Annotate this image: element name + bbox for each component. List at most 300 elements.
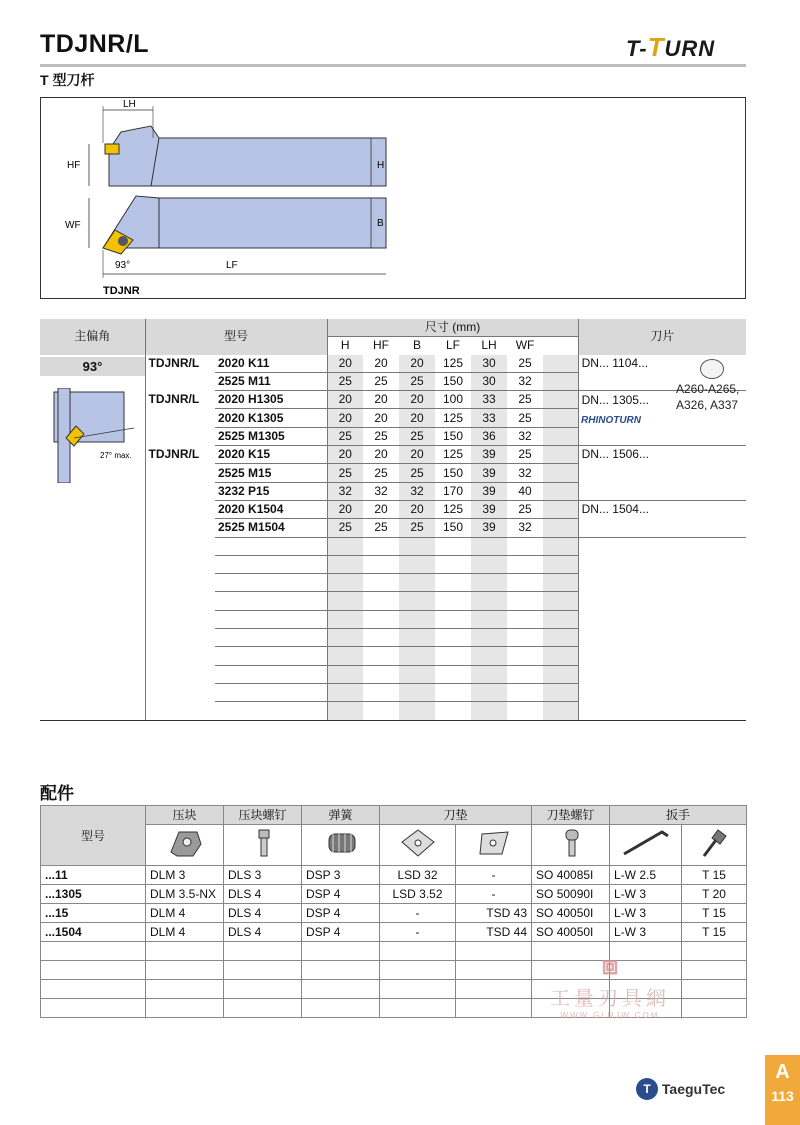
acc-cell — [146, 999, 224, 1018]
code-cell: 2020 K15 — [215, 446, 327, 464]
insert-ref-line1: A260-A265, — [676, 382, 740, 396]
label-lh: LH — [123, 99, 136, 110]
dim-cell: 30 — [471, 372, 507, 390]
code-cell — [215, 683, 327, 701]
dim-cell: 20 — [399, 409, 435, 427]
series-cell: TDJNR/L — [148, 447, 200, 462]
dim-cell — [435, 610, 471, 628]
dim-cell: 32 — [327, 482, 363, 500]
dim-cell: 20 — [363, 391, 399, 409]
dim-cell: 25 — [363, 372, 399, 390]
dim-cell: 20 — [399, 500, 435, 518]
acc-cell — [146, 942, 224, 961]
table-row — [40, 683, 746, 701]
dim-cell — [435, 555, 471, 573]
table-row — [40, 555, 746, 573]
dim-cell: 33 — [471, 409, 507, 427]
dim-cell: 33 — [471, 391, 507, 409]
insert-cell — [578, 464, 746, 482]
dim-cell — [471, 683, 507, 701]
dim-cell — [471, 610, 507, 628]
acc-cell: TSD 44 — [456, 923, 532, 942]
dim-cell: 20 — [399, 391, 435, 409]
dim-cell — [363, 592, 399, 610]
dim-cell: 125 — [435, 500, 471, 518]
dim-cell: 39 — [471, 482, 507, 500]
angle-cell — [40, 519, 145, 537]
taegutec-logo-text: TaeguTec — [661, 1081, 726, 1097]
dim-cell — [507, 555, 543, 573]
dim-cell — [435, 665, 471, 683]
dim-cell: 40 — [507, 482, 543, 500]
spacer-cell — [543, 391, 578, 409]
code-cell — [215, 555, 327, 573]
insert-cell — [578, 537, 746, 555]
acc-cell: DSP 4 — [302, 885, 380, 904]
main-angle-value: 93° — [40, 357, 145, 376]
dim-cell — [327, 665, 363, 683]
label-lf: LF — [226, 260, 238, 271]
dim-cell — [435, 629, 471, 647]
series-cell — [145, 610, 215, 628]
dim-cell — [471, 702, 507, 720]
label-angle: 93° — [115, 260, 131, 271]
dim-cell: 39 — [471, 519, 507, 537]
dim-cell — [507, 702, 543, 720]
dim-cell: 32 — [507, 464, 543, 482]
acc-cell — [456, 961, 532, 980]
dim-cell — [327, 537, 363, 555]
acc-model-cell — [41, 961, 146, 980]
series-cell — [145, 427, 215, 445]
table-row — [40, 629, 746, 647]
acc-cell: DLM 4 — [146, 923, 224, 942]
acc-cell — [380, 980, 456, 999]
insert-ref — [676, 381, 739, 413]
table-row — [40, 500, 746, 518]
dim-cell — [435, 592, 471, 610]
header-insert: 刀片 — [578, 319, 746, 355]
dim-cell: 25 — [507, 409, 543, 427]
series-cell — [145, 519, 215, 537]
angle-cell — [40, 500, 145, 518]
acc-header-model: 型号 — [41, 806, 146, 866]
spacer-cell — [543, 427, 578, 445]
acc-cell: DSP 4 — [302, 904, 380, 923]
angle-cell — [40, 592, 145, 610]
holder-side-body — [151, 198, 386, 248]
code-cell: 2525 M1305 — [215, 427, 327, 445]
header-col-wf: WF — [515, 338, 535, 353]
dim-cell: 150 — [435, 519, 471, 537]
header-model: 型号 — [145, 319, 327, 355]
insert-cell — [578, 427, 746, 445]
hex-wrench-icon — [618, 826, 674, 860]
rhinoturn-logo: RHINOTURN — [581, 415, 641, 426]
brand-rest: URN — [664, 36, 716, 61]
insert-cell: DN... 1305... — [581, 392, 649, 407]
series-cell — [145, 537, 215, 555]
dim-cell: 39 — [471, 446, 507, 464]
insert-cell: DN... 1504... — [581, 502, 649, 517]
dim-cell — [363, 555, 399, 573]
insert-cell — [578, 702, 746, 720]
insert-cell — [578, 482, 746, 500]
dim-cell — [399, 665, 435, 683]
acc-cell — [224, 999, 302, 1018]
acc-cell — [146, 980, 224, 999]
acc-cell: DLM 3 — [146, 866, 224, 885]
insert-cell — [578, 610, 746, 628]
table-row — [40, 519, 746, 537]
dim-cell: 20 — [327, 355, 363, 373]
series-cell — [145, 555, 215, 573]
acc-cell: SO 50090I — [532, 885, 610, 904]
insert-cell — [578, 555, 746, 573]
dim-cell: 20 — [327, 446, 363, 464]
dim-cell — [399, 592, 435, 610]
acc-cell — [224, 942, 302, 961]
header-main-angle: 主偏角 — [40, 319, 145, 355]
table-row — [41, 923, 747, 942]
dim-cell — [327, 629, 363, 647]
dim-cell: 20 — [363, 500, 399, 518]
spacer-cell — [543, 537, 578, 555]
dim-cell — [471, 665, 507, 683]
acc-cell: DLS 4 — [224, 885, 302, 904]
acc-cell: L-W 3 — [610, 923, 682, 942]
clamp-image — [146, 825, 224, 866]
dim-cell — [507, 610, 543, 628]
dim-cell — [507, 683, 543, 701]
series-cell — [145, 409, 215, 427]
page-subtitle: T 型刀杆 — [40, 72, 95, 88]
acc-model-cell: ...15 — [41, 904, 146, 923]
magnifier-icon — [700, 359, 724, 379]
dim-cell — [471, 629, 507, 647]
series-cell — [145, 500, 215, 518]
series-cell — [145, 665, 215, 683]
insert-cell — [578, 665, 746, 683]
acc-cell: DLS 4 — [224, 923, 302, 942]
dim-cell — [471, 537, 507, 555]
dim-cell: 125 — [435, 409, 471, 427]
angle-cell — [40, 537, 145, 555]
acc-model-cell — [41, 999, 146, 1018]
spacer-cell — [543, 683, 578, 701]
insert-cell — [578, 647, 746, 665]
spacer-cell — [543, 592, 578, 610]
spacer-cell — [543, 647, 578, 665]
hex-wrench-image — [610, 825, 682, 866]
spring-image — [302, 825, 380, 866]
acc-cell: DSP 4 — [302, 923, 380, 942]
acc-cell — [380, 942, 456, 961]
table-row — [40, 647, 746, 665]
series-cell — [145, 702, 215, 720]
series-cell — [145, 574, 215, 592]
acc-cell: - — [380, 904, 456, 923]
acc-cell: - — [456, 866, 532, 885]
dim-cell: 32 — [507, 427, 543, 445]
acc-cell: T 15 — [682, 866, 747, 885]
code-cell — [215, 665, 327, 683]
acc-cell — [682, 999, 747, 1018]
dim-cell — [507, 537, 543, 555]
table-row — [41, 904, 747, 923]
dim-cell — [363, 665, 399, 683]
table-row — [40, 574, 746, 592]
dim-cell: 25 — [363, 427, 399, 445]
tool-drawing — [40, 97, 746, 299]
dim-cell — [507, 592, 543, 610]
acc-cell — [302, 961, 380, 980]
table-row — [40, 446, 746, 464]
spacer-cell — [543, 629, 578, 647]
acc-header-wrench: 扳手 — [610, 806, 747, 825]
dim-cell — [363, 574, 399, 592]
holder-top-body — [151, 138, 386, 186]
dim-cell: 20 — [399, 446, 435, 464]
dim-cell: 39 — [471, 464, 507, 482]
dim-cell: 20 — [399, 355, 435, 373]
dim-cell — [363, 537, 399, 555]
shim-triangle-icon — [474, 826, 514, 860]
dim-cell: 25 — [399, 427, 435, 445]
table-row — [40, 665, 746, 683]
insert-cell — [578, 629, 746, 647]
acc-cell — [456, 942, 532, 961]
watermark-text: 工量刃具網 — [550, 988, 670, 1010]
acc-header-clamp: 压块 — [146, 806, 224, 825]
header-divider — [40, 64, 746, 67]
dim-cell: 32 — [507, 519, 543, 537]
acc-cell: DLS 3 — [224, 866, 302, 885]
insert-ref-line2: A326, A337 — [676, 398, 739, 412]
acc-cell: T 20 — [682, 885, 747, 904]
acc-cell: L-W 3 — [610, 904, 682, 923]
spacer-cell — [543, 464, 578, 482]
dim-cell: 125 — [435, 355, 471, 373]
dim-cell: 25 — [363, 519, 399, 537]
dim-cell: 25 — [507, 355, 543, 373]
angle-note: 27° max. — [100, 451, 132, 460]
code-cell: 2525 M11 — [215, 372, 327, 390]
shim-image-1 — [380, 825, 456, 866]
acc-header-clamp-screw: 压块螺钉 — [224, 806, 302, 825]
table-row — [40, 610, 746, 628]
acc-cell: DLM 3.5-NX — [146, 885, 224, 904]
table-row — [40, 592, 746, 610]
dim-cell: 20 — [327, 391, 363, 409]
page-title: TDJNR/L — [40, 30, 150, 58]
dim-cell: 25 — [399, 372, 435, 390]
dim-cell — [327, 555, 363, 573]
insert-cell — [578, 519, 746, 537]
header-col-hf: HF — [373, 338, 390, 353]
table-row — [41, 866, 747, 885]
acc-cell: L-W 2.5 — [610, 866, 682, 885]
spacer-cell — [543, 519, 578, 537]
dim-cell — [471, 592, 507, 610]
table-row — [40, 355, 746, 373]
acc-model-cell: ...11 — [41, 866, 146, 885]
table-row — [40, 702, 746, 720]
acc-cell: DLM 4 — [146, 904, 224, 923]
acc-cell: L-W 3 — [610, 885, 682, 904]
dim-cell — [507, 574, 543, 592]
dim-cell: 100 — [435, 391, 471, 409]
screw-icon — [243, 826, 283, 860]
dim-cell — [471, 555, 507, 573]
table-row — [40, 372, 746, 390]
dim-cell: 32 — [399, 482, 435, 500]
dim-cell — [399, 555, 435, 573]
acc-header-shim: 刀垫 — [380, 806, 532, 825]
acc-cell — [456, 980, 532, 999]
dim-cell — [399, 702, 435, 720]
acc-cell: - — [456, 885, 532, 904]
label-hf: HF — [67, 160, 81, 171]
holder-table — [40, 319, 746, 721]
spacer-cell — [543, 372, 578, 390]
dim-cell: 20 — [363, 355, 399, 373]
code-cell: 2020 K11 — [215, 355, 327, 373]
series-cell: TDJNR/L — [148, 355, 200, 370]
acc-cell — [456, 999, 532, 1018]
brand-prefix: T- — [626, 36, 648, 61]
acc-cell — [682, 942, 747, 961]
watermark — [540, 950, 680, 1020]
spacer-cell — [543, 500, 578, 518]
dim-cell — [435, 647, 471, 665]
accessories-title: 配件 — [40, 784, 74, 803]
acc-cell — [302, 980, 380, 999]
angle-diagram-svg — [44, 388, 139, 483]
angle-cell — [40, 683, 145, 701]
dim-cell — [507, 647, 543, 665]
dim-cell — [363, 702, 399, 720]
acc-cell — [682, 980, 747, 999]
clamp-screw-image — [224, 825, 302, 866]
code-cell — [215, 537, 327, 555]
dim-cell — [363, 610, 399, 628]
dim-cell — [399, 610, 435, 628]
dim-cell: 150 — [435, 372, 471, 390]
acc-header-shim-screw: 刀垫螺钉 — [532, 806, 610, 825]
code-cell — [215, 629, 327, 647]
acc-cell — [380, 999, 456, 1018]
acc-cell: TSD 43 — [456, 904, 532, 923]
series-cell — [145, 629, 215, 647]
angle-cell — [40, 629, 145, 647]
label-wf: WF — [65, 220, 81, 231]
dim-cell: 125 — [435, 446, 471, 464]
acc-cell — [302, 999, 380, 1018]
insert-cell — [578, 574, 746, 592]
dim-cell — [327, 574, 363, 592]
acc-model-cell: ...1504 — [41, 923, 146, 942]
spring-icon — [321, 826, 361, 860]
acc-cell: SO 40050I — [532, 904, 610, 923]
header-col-h: H — [340, 338, 350, 353]
dim-cell — [435, 574, 471, 592]
table-row — [40, 391, 746, 409]
code-cell — [215, 592, 327, 610]
dim-cell — [435, 683, 471, 701]
spacer-cell — [543, 610, 578, 628]
acc-cell — [380, 961, 456, 980]
series-cell — [145, 592, 215, 610]
dim-cell — [399, 647, 435, 665]
dim-cell: 20 — [363, 446, 399, 464]
angle-cell — [40, 647, 145, 665]
acc-cell — [224, 980, 302, 999]
acc-cell: DLS 4 — [224, 904, 302, 923]
table-row — [40, 537, 746, 555]
dim-cell: 32 — [363, 482, 399, 500]
label-h: H — [377, 160, 385, 171]
spacer-cell — [543, 702, 578, 720]
holder-top-head — [109, 126, 159, 186]
spacer-cell — [543, 574, 578, 592]
watermark-url: WWW.GLRJW.COM — [560, 1011, 660, 1020]
acc-cell: SO 40050I — [532, 923, 610, 942]
dim-cell — [435, 537, 471, 555]
code-cell: 3232 P15 — [215, 482, 327, 500]
insert-cell: DN... 1104... — [581, 355, 649, 370]
dim-cell: 25 — [507, 500, 543, 518]
shim-screw-image — [532, 825, 610, 866]
series-cell — [145, 683, 215, 701]
dim-cell — [363, 647, 399, 665]
table-row — [41, 885, 747, 904]
dim-cell: 30 — [471, 355, 507, 373]
acc-model-cell — [41, 980, 146, 999]
dim-cell — [471, 574, 507, 592]
dim-cell — [399, 537, 435, 555]
angle-diagram — [44, 388, 139, 483]
dim-cell: 25 — [363, 464, 399, 482]
spacer-cell — [543, 409, 578, 427]
dim-cell — [327, 610, 363, 628]
watermark-icon: ⧈ — [601, 950, 619, 980]
acc-cell: DSP 3 — [302, 866, 380, 885]
header-col-lf: LF — [446, 338, 461, 353]
clamp-icon — [165, 826, 205, 860]
code-cell — [215, 574, 327, 592]
label-b: B — [377, 218, 384, 229]
tool-drawing-svg — [41, 98, 745, 298]
series-cell: TDJNR/L — [148, 392, 200, 407]
angle-cell — [40, 665, 145, 683]
page-tab — [765, 1055, 800, 1125]
code-cell — [215, 610, 327, 628]
dim-cell: 20 — [363, 409, 399, 427]
brand-t: T — [647, 32, 665, 62]
dim-cell: 25 — [507, 391, 543, 409]
dim-cell: 25 — [507, 446, 543, 464]
insert-top — [105, 144, 119, 154]
code-cell: 2020 K1504 — [215, 500, 327, 518]
dim-cell — [471, 647, 507, 665]
dim-cell — [399, 574, 435, 592]
code-cell: 2525 M15 — [215, 464, 327, 482]
dim-cell: 150 — [435, 427, 471, 445]
acc-cell: T 15 — [682, 904, 747, 923]
shim-icon — [398, 826, 438, 860]
code-cell — [215, 702, 327, 720]
